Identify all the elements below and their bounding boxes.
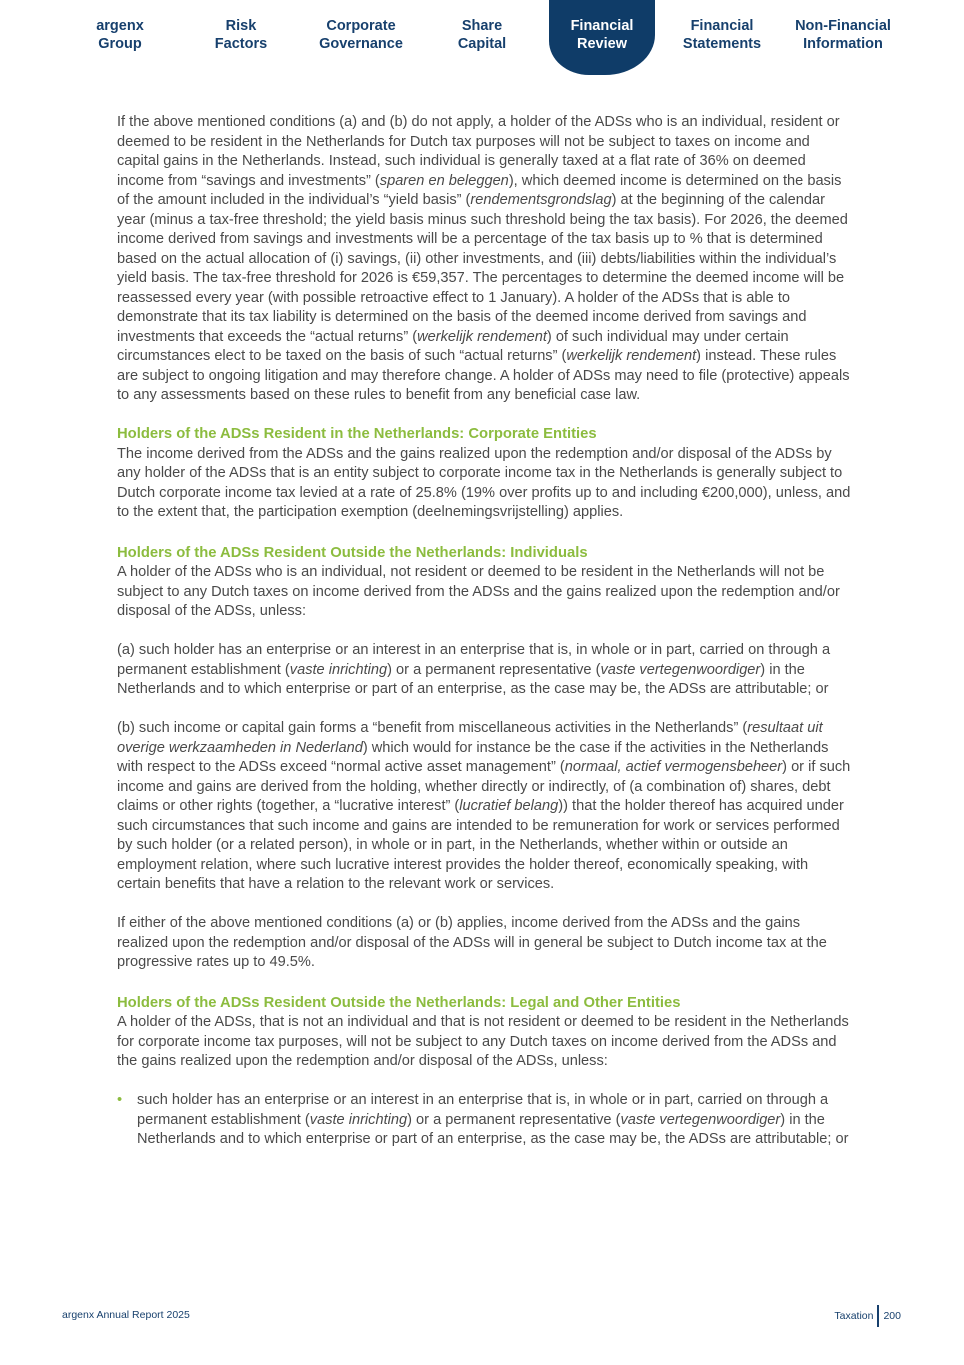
tab-label: Financial Review [570,18,634,52]
paragraph: If either of the above mentioned conditions (a) or (b) applies, income derived from the ADSs and the gains realized upon the redemption and/or disposal of the ADSs will in general be subject to Dutch income tax at the progressive rates up to 49.5%. [117,915,827,970]
tab-label: Risk Factors [214,18,268,52]
dutch-term: werkelijk rendement [417,328,547,345]
tab-corporate-governance[interactable] [301,0,421,72]
document-body [117,113,852,1150]
tab-argenx-group[interactable] [60,0,180,72]
dutch-term: vaste inrichting [289,661,388,678]
section-outside-legal-entities [117,994,852,1150]
dutch-term: vaste vertegenwoordiger [620,1111,781,1128]
text: (b) such income or capital gain forms a “benefit from miscellaneous activities in the Netherlands” ( [117,720,748,736]
tab-label: Non-Financial Information [795,18,891,52]
tab-label: Financial Statements [682,18,762,52]
paragraph: A holder of the ADSs, that is not an individual and that is not resident or deemed to be resident in the Netherlands for corporate income tax purposes, will not be subject to any Dutch taxes on income derived from the ADSs and the gains realized upon the redemption and/or disposal of the ADSs, unless: [117,1014,849,1069]
tab-label: argenx Group [96,18,144,52]
text: ) which would for instance be the case if the activities in the Netherlands with respect to the ADSs exceed “normal active asset management” ( [117,739,829,775]
text: ) of such individual may under certain circumstances elect to be taxed on the basis of such “actual returns” ( [117,328,789,364]
section-outside-individuals [117,544,852,973]
tab-financial-review[interactable] [549,0,655,75]
tab-financial-statements[interactable] [662,0,782,72]
section-heading: Holders of the ADSs Resident in the Netherlands: Corporate Entities [117,426,597,442]
section-heading: Holders of the ADSs Resident Outside the Netherlands: Individuals [117,544,588,561]
section-corporate-entities [117,425,852,523]
top-navigation [0,0,964,80]
condition-a [117,641,852,700]
paragraph: A holder of the ADSs who is an individual, not resident or deemed to be resident in the Netherlands will not be subject to any Dutch taxes on income derived from the ADSs and the gains realized upon the redemption and/or disposal of the ADSs, unless: [117,564,840,619]
dutch-term: normaal, actief vermogensbeheer [564,759,783,775]
footer-section-name: Taxation [834,1310,874,1322]
tab-non-financial-information[interactable] [783,0,903,72]
footer-report-title: argenx Annual Report 2025 [62,1309,190,1321]
condition-b [117,719,852,895]
tab-label: Share Capital [457,18,507,52]
section-heading: Holders of the ADSs Resident Outside the Netherlands: Legal and Other Entities [117,994,681,1011]
paragraph: The income derived from the ADSs and the gains realized upon the redemption and/or disposal of the ADSs by any holder of the ADSs that is an entity subject to corporate income tax in the Netherlands is generally subject to Dutch corporate income tax levied at a rate of 25.8% (19% over profits up to and including €200,000), unless, and to the extent that, the participation exemption (deelnemingsvrijstelling) applies. [117,445,851,520]
text: ) in the Netherlands and to which enterprise or part of an enterprise, as the case may be, the ADSs are attributable; or [117,661,829,697]
page-number: 200 [883,1310,901,1322]
text: ), which deemed income is determined on the basis of the amount included in the individual’s “yield basis” ( [117,172,842,208]
dutch-term: vaste vertegenwoordiger [600,661,761,678]
text: (a) such holder has an enterprise or an interest in an enterprise that is, in whole or in part, carried on through a permanent establishment ( [117,642,831,678]
text: ) at the beginning of the calendar year (minus a tax-free threshold; the yield basis minus such threshold being the tax basis). For 2026, the deemed income derived from savings and investments will be a percentage of the tax basis up to % that is determined based on the actual allocation of (i) savings, (ii) other investments, and (iii) debts/liabilities within the individual’s yield basis. The tax-free threshold for 2026 is €59,357. The percentages to determine the deemed income will be reassessed every year (with possible retroactive effect to 1 January). A holder of the ADSs that is able to demonstrate that its tax liability is determined on the basis of the deemed income derived from savings and investments that exceeds the “actual returns” ( [117,192,848,345]
dutch-term: resultaat uit overige werkzaamheden in Nederland [117,720,823,756]
bullet-item [117,1091,852,1150]
text: ) or if such income and gains are derived from the holding, whether directly or indirectly, of (a combination of) shares, debt claims or other rights (together, a “lucrative interest” ( [117,759,851,814]
paragraph-resident-individuals [117,113,852,406]
text: ) or a permanent representative ( [407,1111,621,1128]
bullet-icon: • [117,1092,123,1108]
tab-share-capital[interactable] [422,0,542,72]
text: If the above mentioned conditions (a) and (b) do not apply, a holder of the ADSs who is an individual, resident or deemed to be resident in the Netherlands for Dutch tax purposes will not be subject to taxes on income and capital gains in the Netherlands. Instead, such individual is generally taxed at a flat rate of 36% on deemed income from “savings and investments” ( [117,114,840,189]
dutch-term: rendementsgrondslag [470,192,612,208]
text: ) or a permanent representative ( [387,661,601,678]
footer-divider [877,1305,879,1327]
text: ) in the Netherlands and to which enterprise or part of an enterprise, as the case may be, the ADSs are attributable; or [137,1111,849,1147]
tab-label: Corporate Governance [319,18,403,52]
dutch-term: lucratief belang [459,798,559,814]
text: ) instead. These rules are subject to ongoing litigation and may therefore change. A holder of ADSs may need to file (protective) appeals to any assessments based on these rules to benefit from any beneficial case law. [117,348,850,403]
text: such holder has an enterprise or an interest in an enterprise that is, in whole or in part, carried on through a permanent establishment ( [137,1092,829,1128]
bullet-text [137,1091,852,1150]
tab-risk-factors[interactable] [181,0,301,72]
dutch-term: vaste inrichting [309,1111,408,1128]
footer-page-info [834,1305,901,1327]
dutch-term: sparen en beleggen [379,172,509,189]
text: )) that the holder thereof has acquired under such circumstances that such income and gains are intended to be remuneration for work or services performed by such holder (or a related person), in whole or in part, in the Netherlands, whether within or outside an employment relation, where such lucrative interest provides the holder thereof, economically speaking, with certain benefits that have a relation to the relevant work or services. [117,798,844,892]
dutch-term: werkelijk rendement [566,348,697,364]
